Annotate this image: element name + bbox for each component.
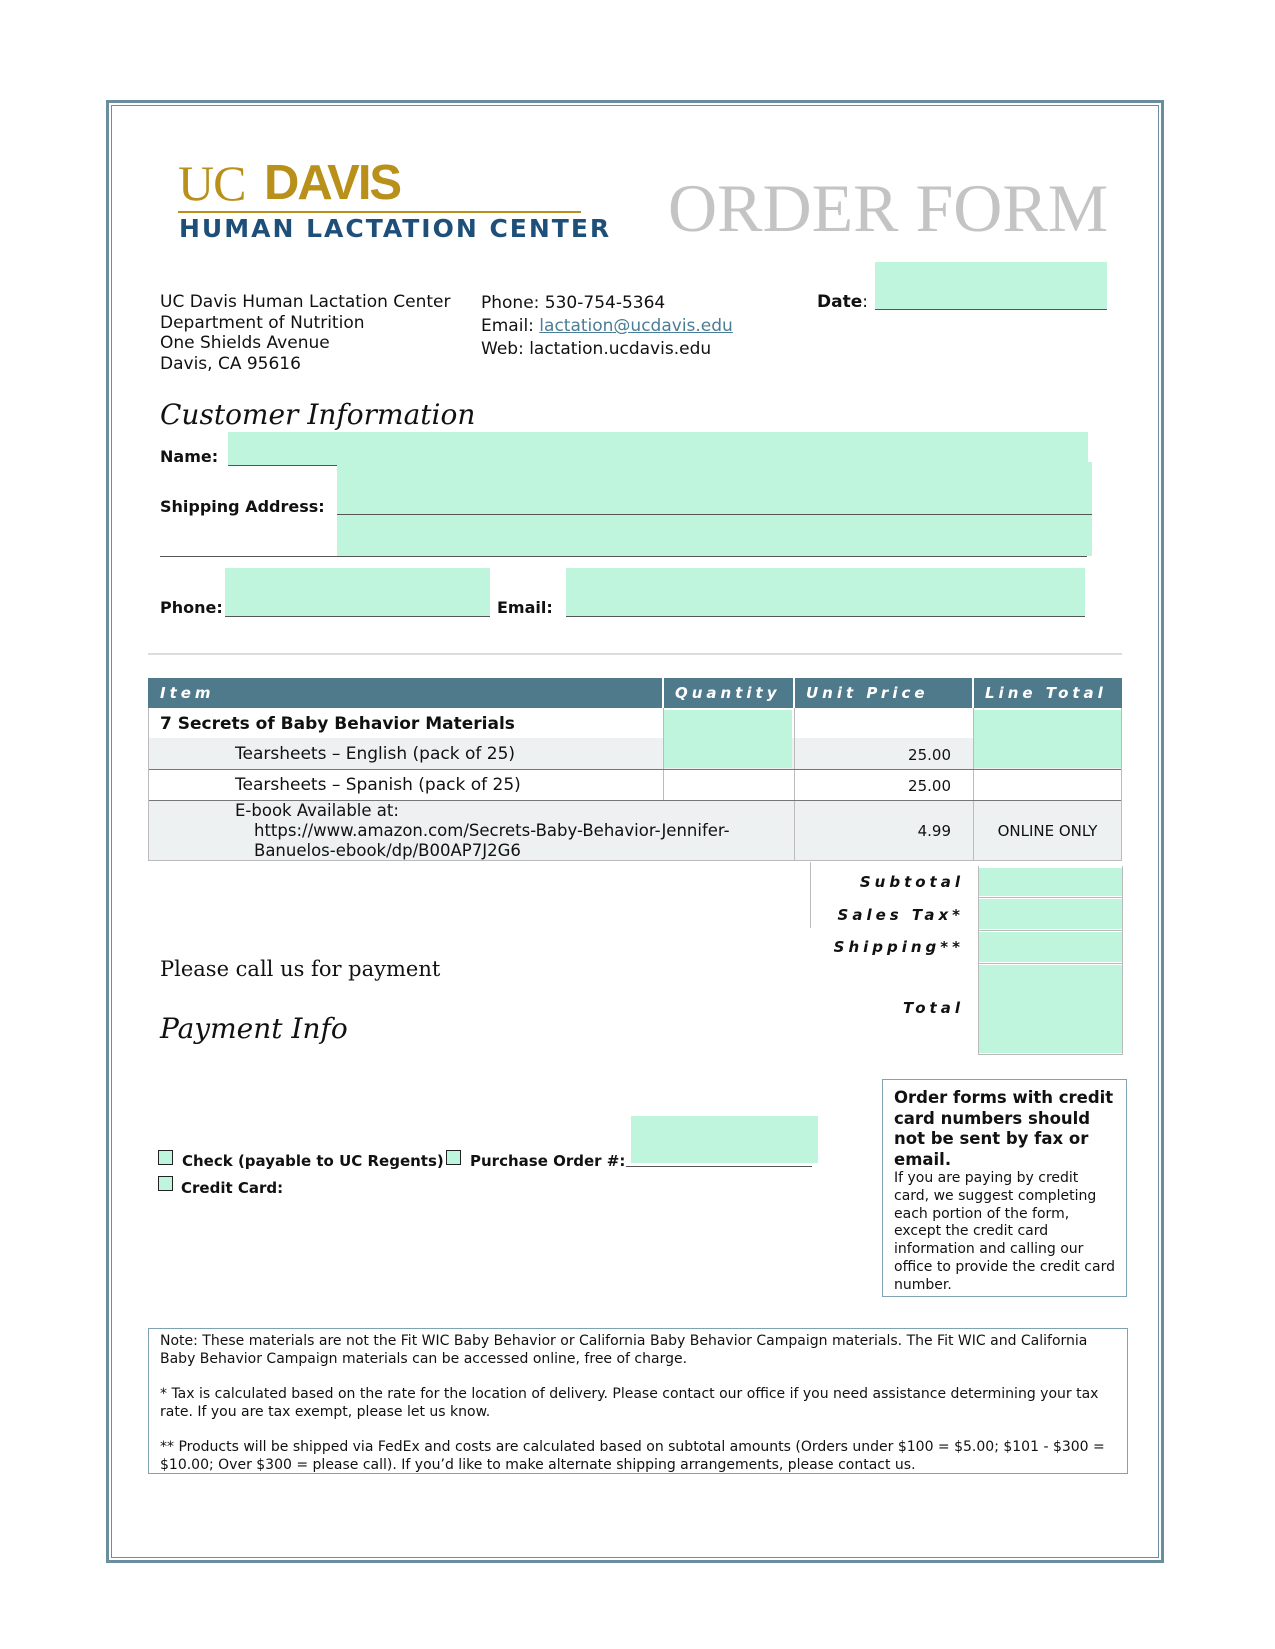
unit-price-english: 25.00: [908, 746, 951, 764]
table-edge: [148, 708, 149, 860]
shipping-underline-2: [160, 556, 1087, 557]
item-ebook: [235, 801, 730, 861]
mailing-address: [160, 292, 451, 374]
address-line-1: UC Davis Human Lactation Center: [160, 292, 451, 312]
purchase-order-label: Purchase Order #:: [470, 1152, 626, 1170]
note-materials: Note: These materials are not the Fit WIC Baby Behavior or California Baby Behavior Campaign materials. The Fit WIC and California Baby Behavior Campaign materials can be accessed online, free of charge.: [160, 1333, 1088, 1367]
email-link[interactable]: lactation@ucdavis.edu: [539, 316, 733, 336]
item-tearsheets-english: Tearsheets – English (pack of 25): [235, 744, 516, 764]
email-label: Email:: [481, 316, 540, 336]
logo-divider: [178, 211, 581, 213]
col-item: Item: [160, 684, 215, 702]
call-for-payment: Please call us for payment: [160, 957, 441, 981]
credit-card-checkbox[interactable]: [158, 1176, 173, 1191]
purchase-order-underline: [626, 1166, 812, 1167]
unit-price-ebook: 4.99: [917, 822, 951, 840]
totals-row-divider: [978, 930, 1123, 931]
ebook-url-2[interactable]: Banuelos-ebook/dp/B00AP7J2G6: [254, 841, 521, 860]
sales-tax-field[interactable]: [979, 899, 1122, 929]
totals-row-divider: [978, 1054, 1123, 1055]
header-divider: [793, 678, 795, 708]
header-divider: [662, 678, 664, 708]
customer-phone-field[interactable]: [225, 568, 490, 616]
col-line-total: Line Total: [985, 684, 1107, 702]
name-label: Name:: [160, 447, 219, 466]
credit-card-label: Credit Card:: [181, 1179, 284, 1197]
item-group-title: 7 Secrets of Baby Behavior Materials: [160, 714, 515, 734]
phone-line: [481, 292, 733, 315]
date-label-text: Date: [817, 292, 863, 312]
web-line: Web: lactation.ucdavis.edu: [481, 339, 712, 359]
shipping-field[interactable]: [979, 932, 1122, 962]
subtotal-label: Subtotal: [859, 873, 964, 891]
customer-email-field[interactable]: [566, 568, 1085, 616]
ebook-label: E-book Available at:: [235, 801, 399, 820]
header-divider: [972, 678, 974, 708]
customer-email-underline: [566, 616, 1085, 617]
note-tax: * Tax is calculated based on the rate for the location of delivery. Please contact our office if you need assistance determining your tax rate. If you are tax exempt, please let us know.: [160, 1386, 1099, 1420]
credit-card-warning: [882, 1079, 1127, 1297]
section-divider: [148, 653, 1122, 655]
col-divider: [794, 708, 795, 860]
totals-column-edge: [978, 866, 979, 1055]
phone-label: Phone:: [481, 293, 545, 313]
logo-subtitle: HUMAN LACTATION CENTER: [179, 214, 612, 243]
notes-box: [148, 1328, 1128, 1474]
contact-info: [481, 292, 733, 361]
unit-price-spanish: 25.00: [908, 777, 951, 795]
payment-info-heading: Payment Info: [160, 1012, 348, 1045]
check-checkbox[interactable]: [158, 1150, 173, 1165]
totals-row-divider: [978, 963, 1123, 964]
customer-phone-underline: [225, 616, 490, 617]
purchase-order-field[interactable]: [631, 1116, 818, 1163]
col-divider: [973, 708, 974, 860]
ebook-line-total: ONLINE ONLY: [997, 822, 1098, 840]
shipping-address-label: Shipping Address:: [160, 497, 325, 516]
sales-tax-label: Sales Tax*: [837, 906, 964, 924]
total-field[interactable]: [979, 965, 1122, 1053]
customer-phone-label: Phone:: [160, 598, 223, 617]
col-unit-price: Unit Price: [806, 684, 929, 702]
date-underline: [875, 309, 1107, 310]
page-title: ORDER FORM: [668, 170, 1109, 246]
warning-body: If you are paying by credit card, we suggest completing each portion of the form, except the credit card information and calling our office to provide the credit card number.: [894, 1170, 1115, 1293]
totals-column-edge: [1122, 866, 1123, 1055]
col-quantity: Quantity: [675, 684, 781, 702]
shipping-label: Shipping**: [833, 938, 964, 956]
quantity-english-field[interactable]: [664, 710, 792, 768]
logo-uc-text: UC: [178, 155, 246, 211]
address-line-4: Davis, CA 95616: [160, 353, 301, 374]
purchase-order-checkbox[interactable]: [446, 1150, 461, 1165]
table-edge: [1121, 708, 1122, 860]
customer-info-heading: Customer Information: [160, 398, 476, 431]
item-tearsheets-spanish: Tearsheets – Spanish (pack of 25): [235, 775, 521, 795]
ebook-url-1[interactable]: https://www.amazon.com/Secrets-Baby-Behavior-Jennifer-: [254, 821, 730, 840]
order-table-header: [148, 678, 1122, 708]
date-colon: :: [862, 292, 868, 312]
subtotal-field[interactable]: [979, 868, 1122, 896]
address-line-3: One Shields Avenue: [160, 333, 330, 353]
warning-title: Order forms with credit card numbers should not be sent by fax or email.: [894, 1088, 1114, 1169]
total-label: Total: [902, 999, 964, 1017]
shipping-address-field[interactable]: [337, 462, 1092, 556]
shipping-underline-1: [337, 514, 1092, 515]
email-line: [481, 315, 733, 338]
name-field[interactable]: [228, 432, 1088, 465]
phone-number: 530-754-5364: [544, 293, 666, 313]
line-total-english-field[interactable]: [974, 710, 1122, 768]
customer-email-label: Email:: [497, 598, 553, 617]
logo-davis-text: DAVIS: [264, 156, 401, 210]
col-divider: [663, 708, 664, 800]
date-label: [817, 292, 868, 312]
date-field[interactable]: [875, 262, 1107, 309]
totals-row-divider: [978, 897, 1123, 898]
note-shipping: ** Products will be shipped via FedEx and costs are calculated based on subtotal amounts (Orders under $100 = $5.00; $101 - $300 = $10.00; Over $300 = please call). If you’d like to make alternate shipping arrangements, please contact us.: [160, 1439, 1105, 1473]
check-label: Check (payable to UC Regents): [182, 1152, 444, 1170]
address-line-2: Department of Nutrition: [160, 312, 365, 333]
row-divider: [148, 769, 1122, 770]
